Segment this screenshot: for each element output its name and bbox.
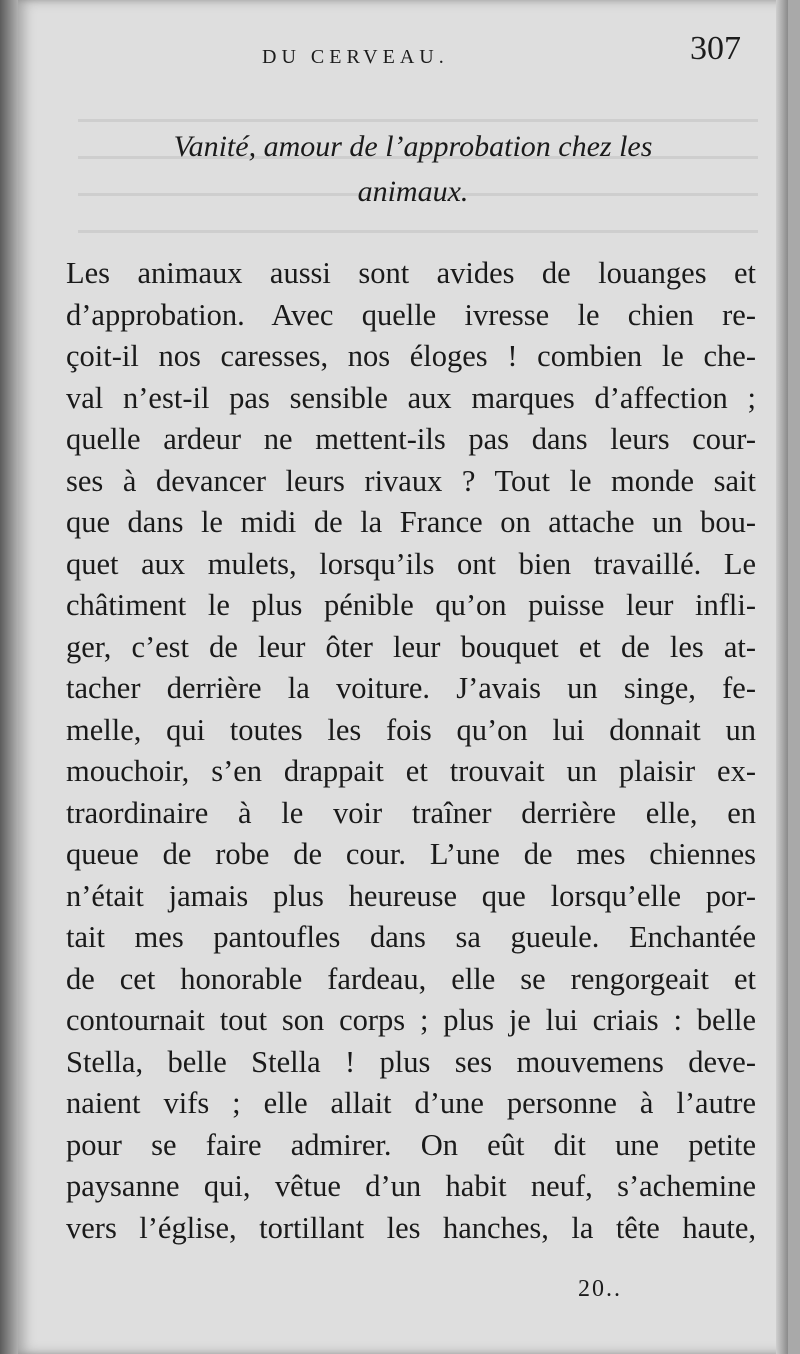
text-line: contournait tout son corps ; plus je lui criais : belle (66, 1003, 756, 1037)
text-line: mouchoir, s’en drappait et trouvait un plaisir ex- (66, 754, 756, 788)
text-line: melle, qui toutes les fois qu’on lui donnait un (66, 712, 756, 747)
book-page (18, 0, 788, 1354)
text-line: Les animaux aussi sont avides de louanges et (66, 256, 756, 290)
text-line: quelle ardeur ne mettent-ils pas dans leurs cour- (66, 422, 756, 456)
text-line: ger, c’est de leur ôter leur bouquet et de les at- (66, 629, 756, 664)
section-title-line-2: animaux. (357, 175, 469, 208)
page-number: 307 (690, 30, 741, 67)
text-line: n’était jamais plus heureuse que lorsqu’elle por- (66, 878, 756, 913)
text-line: queue de robe de cour. L’une de mes chiennes (66, 837, 756, 871)
section-title-line-1: Vanité, amour de l’approbation chez les (173, 130, 653, 163)
signature-mark: 20.. (578, 1276, 622, 1302)
text-line: que dans le midi de la France on attache un bou- (66, 505, 756, 539)
text-line: naient vifs ; elle allait d’une personne à l’autre (66, 1086, 756, 1120)
page-edge (776, 0, 788, 1354)
text-line: châtiment le plus pénible qu’on puisse leur infli- (66, 588, 756, 622)
text-line: ses à devancer leurs rivaux ? Tout le monde sait (66, 463, 756, 498)
page-gutter-shadow (0, 0, 18, 1354)
text-line: d’approbation. Avec quelle ivresse le chien re- (66, 297, 756, 332)
text-line: çoit-il nos caresses, nos éloges ! combien le che- (66, 339, 756, 373)
text-line: de cet honorable fardeau, elle se rengorgeait et (66, 961, 756, 996)
running-head: DU CERVEAU. (262, 46, 449, 68)
text-line: quet aux mulets, lorsqu’ils ont bien travaillé. Le (66, 546, 756, 581)
text-line: pour se faire admirer. On eût dit une petite (66, 1127, 756, 1162)
text-line: Stella, belle Stella ! plus ses mouvemens deve- (66, 1044, 756, 1079)
text-line: tait mes pantoufles dans sa gueule. Enchantée (66, 920, 756, 954)
text-line: vers l’église, tortillant les hanches, la tête haute, (66, 1210, 756, 1245)
text-line: traordinaire à le voir traîner derrière elle, en (66, 795, 756, 830)
text-line: val n’est-il pas sensible aux marques d’affection ; (66, 380, 756, 415)
text-line: tacher derrière la voiture. J’avais un singe, fe- (66, 671, 756, 705)
text-line: paysanne qui, vêtue d’un habit neuf, s’achemine (66, 1169, 756, 1203)
